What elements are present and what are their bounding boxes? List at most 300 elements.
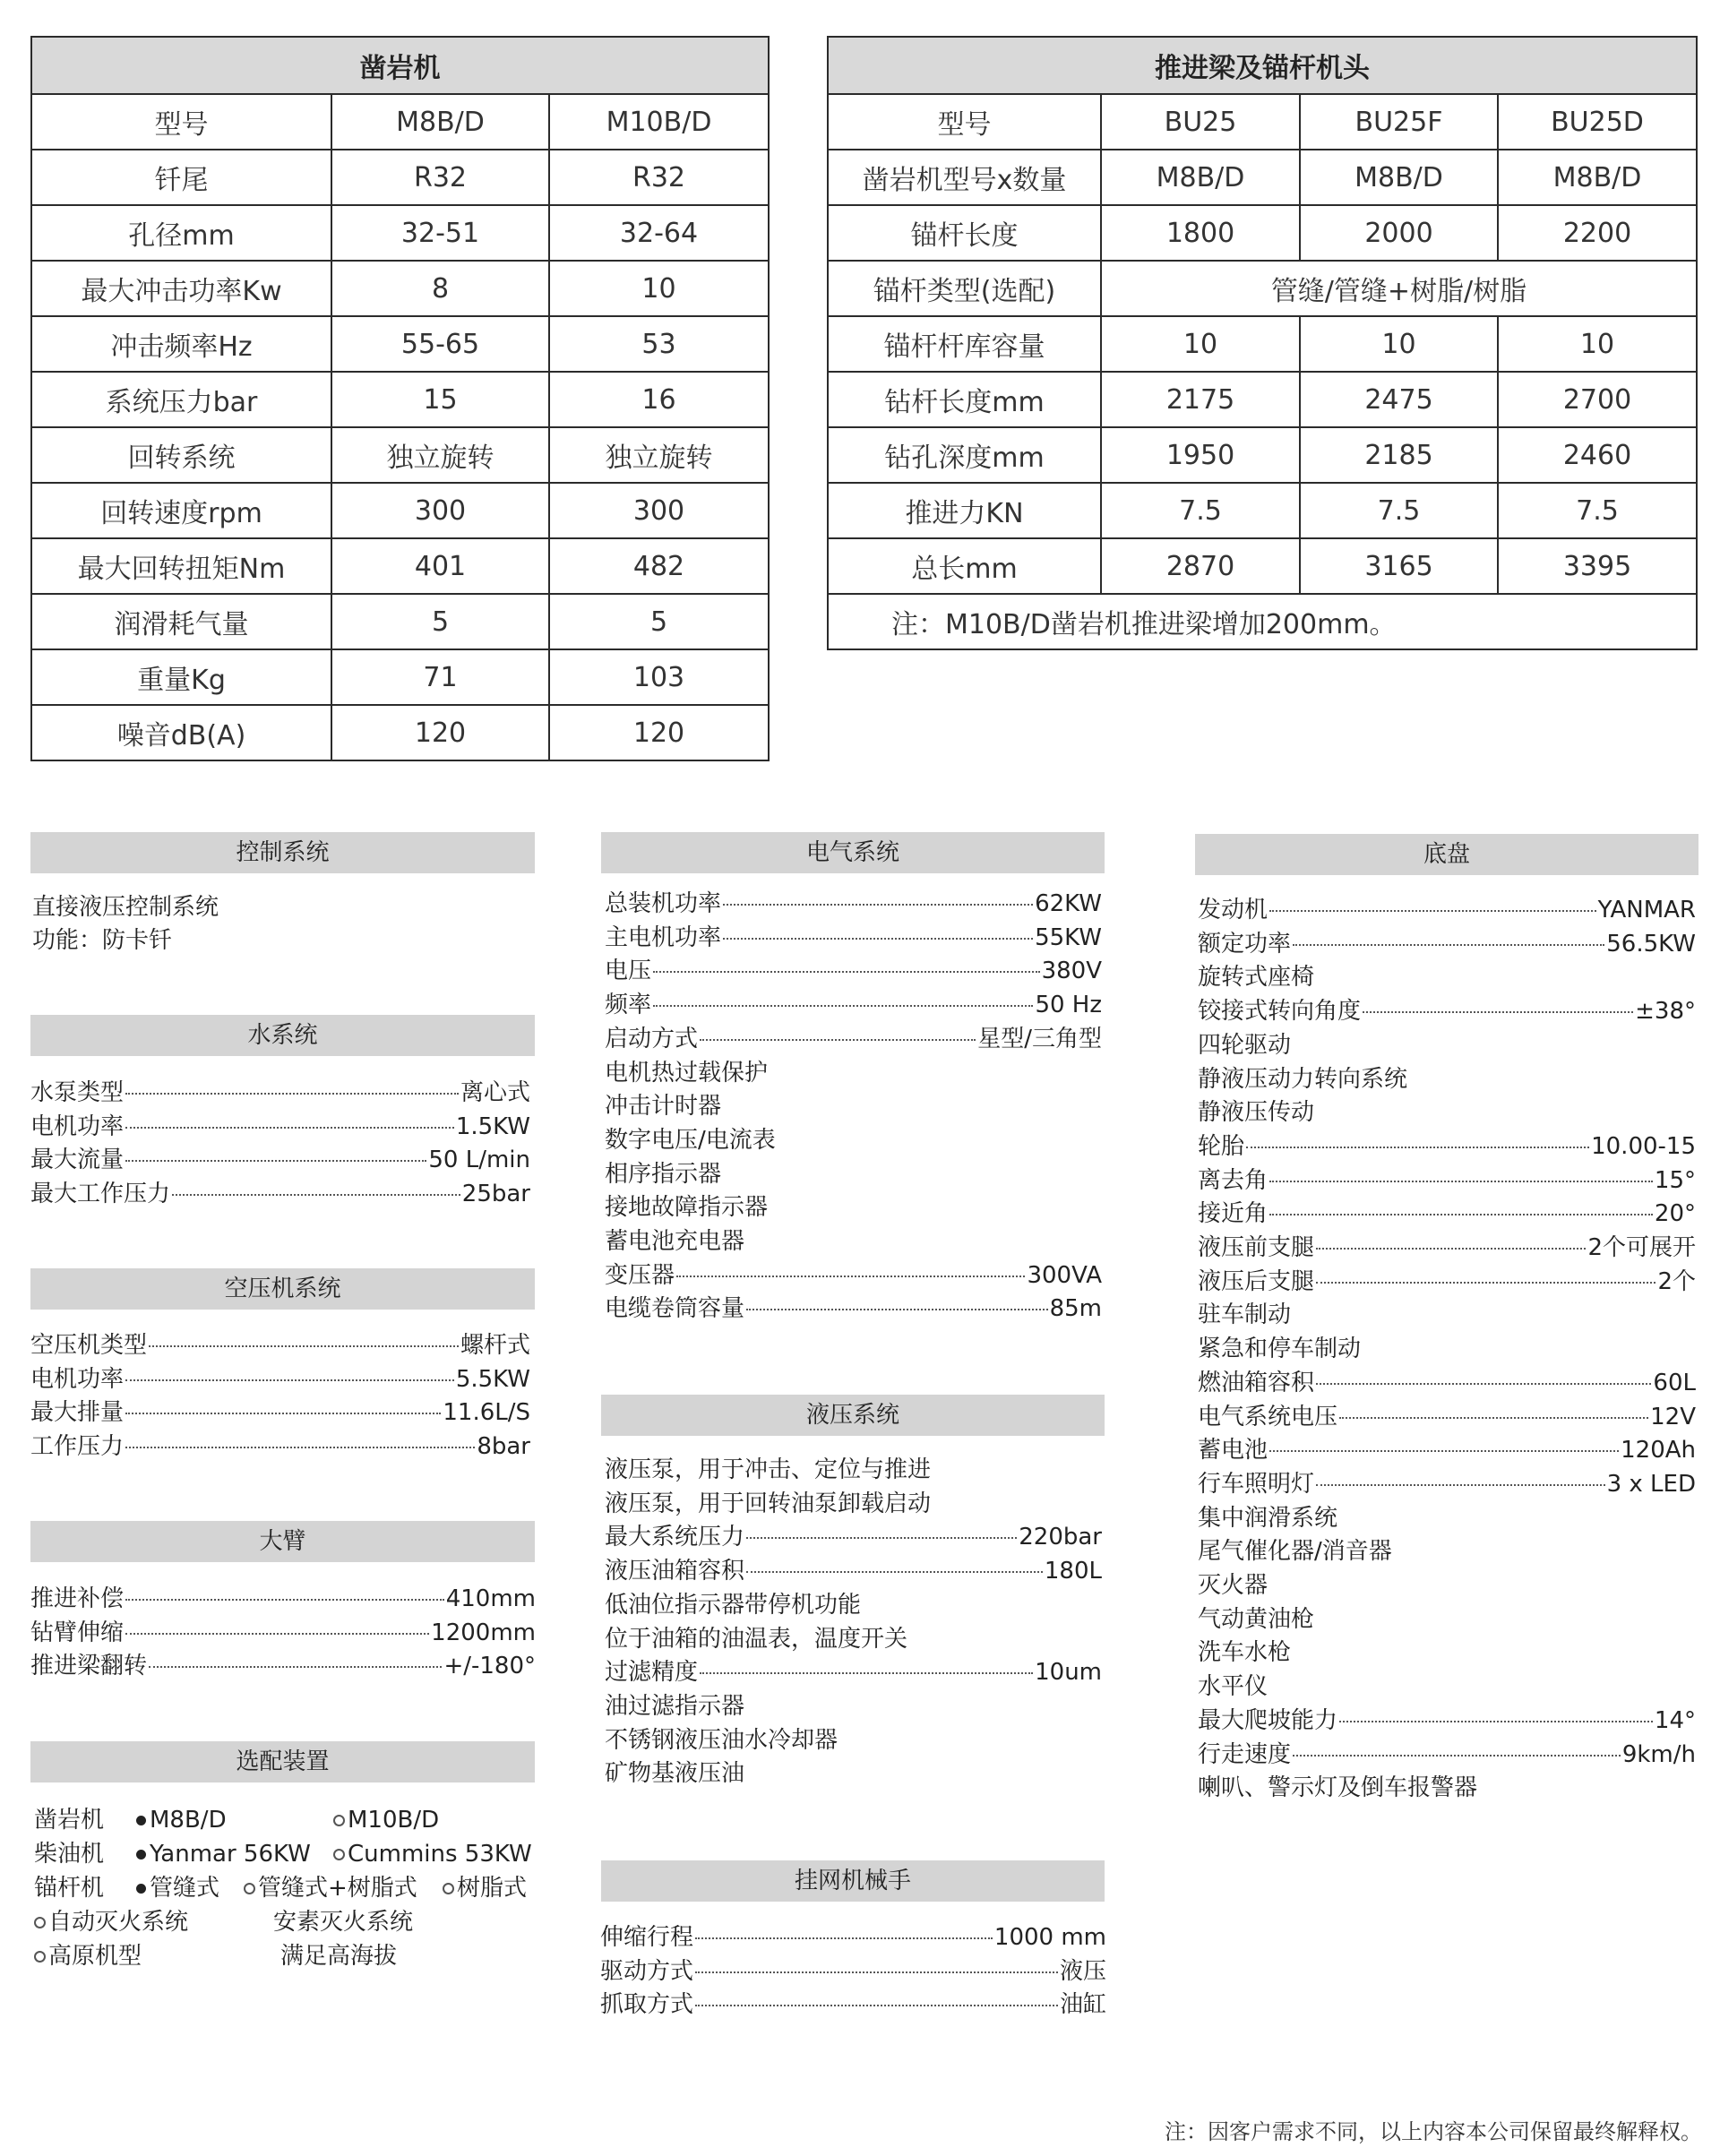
boom-cell: 7.5 xyxy=(1101,483,1300,538)
spec-feature: 油过滤指示器 xyxy=(605,1692,745,1720)
spec-label: 蓄电池 xyxy=(1198,1437,1268,1465)
spec-value: 50 Hz xyxy=(1035,992,1102,1019)
spec-line xyxy=(605,1293,1102,1326)
electrical-section-header: 电气系统 xyxy=(601,832,1105,873)
option-row-drill xyxy=(34,1804,104,1837)
drill-cell: 120 xyxy=(331,705,549,760)
dot-leader xyxy=(695,2005,1058,2006)
spec-label: 行走速度 xyxy=(1198,1740,1292,1768)
boom-table-title: 推进梁及锚杆机头 xyxy=(828,37,1697,94)
spec-value: 1200mm xyxy=(431,1619,536,1646)
water-section-header: 水系统 xyxy=(30,1015,535,1056)
dot-leader xyxy=(746,1537,1017,1539)
option-item: 管缝式+树脂式 xyxy=(244,1872,417,1905)
spec-label: 推进梁翻转 xyxy=(30,1653,148,1680)
spec-line xyxy=(605,1521,1102,1554)
spec-feature: 气动黄油枪 xyxy=(1198,1605,1315,1633)
spec-label: 频率 xyxy=(605,992,652,1019)
spec-line xyxy=(605,922,1102,955)
footnote: 注：因客户需求不同，以上内容本公司保留最终解释权。 xyxy=(1165,2119,1702,2144)
drill-row-label: 最大回转扭矩Nm xyxy=(31,538,331,594)
dot-leader xyxy=(1269,1214,1653,1215)
spec-feature: 集中润滑系统 xyxy=(1198,1504,1338,1532)
spec-value: 1000 mm xyxy=(993,1924,1106,1951)
drill-row-label: 回转系统 xyxy=(31,427,331,483)
drill-table-row xyxy=(31,372,769,427)
boom-table-row xyxy=(828,483,1697,538)
boom-cell: 2870 xyxy=(1101,538,1300,594)
spec-label: 液压前支腿 xyxy=(1198,1234,1315,1261)
drill-row-label: 最大冲击功率Kw xyxy=(31,261,331,316)
spec-line xyxy=(1198,894,1696,927)
spec-feature: 旋转式座椅 xyxy=(1198,964,1315,992)
spec-value: 2个 xyxy=(1657,1267,1696,1295)
option-label: 柴油机 xyxy=(34,1841,105,1868)
spec-label: 空压机类型 xyxy=(30,1332,148,1359)
boom-cell: 管缝/管缝+树脂/树脂 xyxy=(1101,261,1697,316)
boom-row-label: 型号 xyxy=(828,94,1101,150)
spec-value: YANMAR xyxy=(1597,897,1696,923)
spec-label: 行车照明灯 xyxy=(1198,1470,1315,1498)
dot-leader xyxy=(695,1971,1058,1973)
spec-value: 25bar xyxy=(461,1181,530,1208)
drill-cell: 独立旋转 xyxy=(549,427,769,483)
spec-label: 离去角 xyxy=(1198,1166,1268,1194)
spec-feature: 低油位指示器带停机功能 xyxy=(605,1591,862,1619)
optional-bullet-icon xyxy=(333,1849,345,1860)
dot-leader xyxy=(1316,1248,1586,1250)
boom-row-label: 锚杆杆库容量 xyxy=(828,316,1101,372)
boom-cell: 10 xyxy=(1498,316,1697,372)
spec-line xyxy=(30,1077,530,1110)
spec-value: 180L xyxy=(1044,1558,1102,1585)
spec-feature: 液压泵，用于回转油泵卸载启动 xyxy=(605,1490,932,1517)
compressor-section-header: 空压机系统 xyxy=(30,1268,535,1310)
spec-feature: 紧急和停车制动 xyxy=(1198,1336,1362,1363)
drill-table-row xyxy=(31,205,769,261)
spec-line xyxy=(30,1396,530,1430)
option-item: 高原机型 xyxy=(34,1940,142,1973)
spec-label: 最大系统压力 xyxy=(605,1524,745,1551)
spec-feature: 静液压动力转向系统 xyxy=(1198,1065,1408,1093)
option-label: 锚杆机 xyxy=(34,1875,105,1902)
boom-cell: 2200 xyxy=(1498,205,1697,261)
boom-cell: 2460 xyxy=(1498,427,1697,483)
boom-cell: 10 xyxy=(1101,316,1300,372)
spec-value: 9km/h xyxy=(1621,1740,1696,1768)
arm-section-header: 大臂 xyxy=(30,1521,535,1562)
option-row-diesel xyxy=(34,1838,104,1871)
options-section-header: 选配装置 xyxy=(30,1741,535,1782)
drill-cell: 32-64 xyxy=(549,205,769,261)
spec-line xyxy=(605,888,1102,921)
drill-row-label: 冲击频率Hz xyxy=(31,316,331,372)
drill-cell: 300 xyxy=(549,483,769,538)
option-item: 树脂式 xyxy=(443,1872,527,1905)
drill-table-row xyxy=(31,94,769,150)
boom-cell: 1950 xyxy=(1101,427,1300,483)
spec-line xyxy=(30,1430,530,1464)
spec-feature: 矿物基液压油 xyxy=(605,1760,745,1788)
spec-line xyxy=(1198,1266,1696,1299)
dot-leader xyxy=(653,1005,1033,1007)
spec-value: +/-180° xyxy=(443,1653,536,1680)
drill-cell: M10B/D xyxy=(549,94,769,150)
spec-value: 410mm xyxy=(445,1585,536,1612)
spec-value: 300VA xyxy=(1027,1261,1102,1289)
drill-table-header xyxy=(31,37,769,94)
drill-row-label: 重量Kg xyxy=(31,649,331,705)
spec-value: 油缸 xyxy=(1059,1991,1106,2019)
spec-feature: 液压泵，用于冲击、定位与推进 xyxy=(605,1456,932,1483)
dot-leader xyxy=(653,971,1040,973)
dot-leader xyxy=(125,1413,441,1414)
dot-leader xyxy=(125,1379,454,1381)
spec-line xyxy=(1198,1198,1696,1231)
manipulator-section-header: 挂网机械手 xyxy=(601,1860,1105,1902)
dot-leader xyxy=(1339,1417,1648,1419)
drill-row-label: 系统压力bar xyxy=(31,372,331,427)
boom-cell: M8B/D xyxy=(1101,150,1300,205)
spec-line xyxy=(1198,1232,1696,1265)
spec-value: 液压 xyxy=(1059,1957,1106,1985)
control-section-header: 控制系统 xyxy=(30,832,535,873)
dot-leader xyxy=(676,1276,1025,1277)
drill-cell: 15 xyxy=(331,372,549,427)
drill-spec-table xyxy=(30,36,770,761)
dot-leader xyxy=(1269,1181,1653,1182)
optional-bullet-icon xyxy=(333,1815,345,1826)
drill-table-row xyxy=(31,316,769,372)
drill-table-row xyxy=(31,261,769,316)
spec-feature: 电机热过载保护 xyxy=(605,1059,769,1087)
spec-value: 10um xyxy=(1035,1659,1102,1687)
spec-value: 220bar xyxy=(1019,1524,1102,1551)
spec-line xyxy=(30,1617,536,1650)
optional-bullet-icon xyxy=(34,1917,46,1928)
boom-cell: 3165 xyxy=(1300,538,1498,594)
dot-leader xyxy=(1246,1147,1589,1148)
spec-line xyxy=(1198,1739,1696,1772)
spec-value: 50 L/min xyxy=(428,1147,530,1174)
spec-line xyxy=(30,1583,536,1616)
dot-leader xyxy=(125,1599,444,1601)
spec-value: 2个可展开 xyxy=(1587,1234,1696,1261)
spec-value: 56.5KW xyxy=(1606,930,1696,958)
spec-line xyxy=(1198,1705,1696,1738)
dot-leader xyxy=(149,1666,442,1668)
control-line-1: 直接液压控制系统 xyxy=(32,894,219,921)
hydraulic-section-header: 液压系统 xyxy=(601,1395,1105,1436)
spec-value: 8bar xyxy=(477,1433,530,1461)
spec-label: 最大流量 xyxy=(30,1147,125,1174)
spec-feature: 尾气催化器/消音器 xyxy=(1198,1538,1392,1566)
dot-leader xyxy=(746,1309,1048,1310)
dot-leader xyxy=(1316,1383,1651,1385)
option-item: 满足高海拔 xyxy=(280,1943,398,1970)
boom-row-label: 总长mm xyxy=(828,538,1101,594)
spec-value: 10.00-15 xyxy=(1591,1132,1696,1160)
boom-cell: 2475 xyxy=(1300,372,1498,427)
boom-table-note: 注：M10B/D凿岩机推进梁增加200mm。 xyxy=(828,594,1697,649)
spec-feature: 四轮驱动 xyxy=(1198,1031,1292,1059)
boom-cell: 2000 xyxy=(1300,205,1498,261)
drill-cell: R32 xyxy=(331,150,549,205)
dot-leader xyxy=(700,1672,1033,1674)
drill-table-row xyxy=(31,483,769,538)
chassis-section-header: 底盘 xyxy=(1195,834,1698,875)
boom-table-header xyxy=(828,37,1697,94)
boom-row-label: 钻孔深度mm xyxy=(828,427,1101,483)
dot-leader xyxy=(700,1039,976,1041)
spec-value: 20° xyxy=(1654,1200,1696,1228)
spec-value: 15° xyxy=(1654,1166,1696,1194)
boom-table-row xyxy=(828,261,1697,316)
option-item: 安素灭火系统 xyxy=(273,1909,414,1936)
spec-line xyxy=(30,1650,536,1683)
drill-cell: 300 xyxy=(331,483,549,538)
spec-label: 过滤精度 xyxy=(605,1659,699,1687)
spec-line xyxy=(30,1329,530,1362)
option-label: 凿岩机 xyxy=(34,1807,105,1834)
dot-leader xyxy=(723,938,1033,940)
dot-leader xyxy=(1293,1755,1621,1757)
spec-value: ±38° xyxy=(1635,998,1696,1026)
dot-leader xyxy=(172,1194,460,1196)
spec-label: 液压后支腿 xyxy=(1198,1267,1315,1295)
optional-bullet-icon xyxy=(443,1883,454,1894)
spec-value: 11.6L/S xyxy=(443,1399,530,1427)
drill-cell: 401 xyxy=(331,538,549,594)
spec-feature: 驻车制动 xyxy=(1198,1301,1292,1329)
drill-cell: 8 xyxy=(331,261,549,316)
dot-leader xyxy=(125,1127,454,1129)
drill-cell: 53 xyxy=(549,316,769,372)
spec-line xyxy=(600,1955,1106,1989)
standard-bullet-icon xyxy=(136,1816,146,1825)
spec-value: 85m xyxy=(1049,1295,1102,1323)
boom-table-row xyxy=(828,205,1697,261)
spec-label: 电压 xyxy=(605,958,652,985)
drill-cell: 71 xyxy=(331,649,549,705)
boom-spec-table xyxy=(827,36,1698,650)
spec-feature: 灭火器 xyxy=(1198,1572,1268,1599)
drill-row-label: 润滑耗气量 xyxy=(31,594,331,649)
boom-table-row xyxy=(828,94,1697,150)
spec-value: 3 x LED xyxy=(1606,1470,1696,1498)
dot-leader xyxy=(746,1571,1043,1573)
dot-leader xyxy=(1293,944,1604,946)
drill-cell: M8B/D xyxy=(331,94,549,150)
boom-table-row xyxy=(828,150,1697,205)
spec-feature: 位于油箱的油温表，温度开关 xyxy=(605,1625,908,1653)
spec-label: 燃油箱容积 xyxy=(1198,1369,1315,1396)
spec-label: 抓取方式 xyxy=(600,1991,694,2019)
spec-value: 120Ah xyxy=(1621,1437,1696,1465)
spec-label: 启动方式 xyxy=(605,1025,699,1052)
spec-label: 发动机 xyxy=(1198,897,1268,923)
dot-leader xyxy=(1269,1450,1619,1452)
spec-line xyxy=(1198,1468,1696,1501)
dot-leader xyxy=(125,1160,426,1162)
spec-value: 12V xyxy=(1650,1403,1696,1430)
drill-table-title: 凿岩机 xyxy=(31,37,769,94)
spec-feature: 蓄电池充电器 xyxy=(605,1228,745,1255)
spec-line xyxy=(1198,995,1696,1028)
drill-cell: R32 xyxy=(549,150,769,205)
control-line-2: 功能：防卡钎 xyxy=(32,927,173,954)
option-item: 自动灭火系统 xyxy=(34,1906,188,1939)
spec-value: 星型/三角型 xyxy=(977,1025,1102,1052)
boom-cell: 2700 xyxy=(1498,372,1697,427)
dot-leader xyxy=(125,1447,475,1448)
spec-label: 推进补偿 xyxy=(30,1585,125,1612)
spec-line xyxy=(605,1555,1102,1588)
spec-line xyxy=(1198,1434,1696,1467)
spec-line xyxy=(30,1363,530,1396)
standard-bullet-icon xyxy=(136,1850,146,1860)
spec-value: 1.5KW xyxy=(455,1112,530,1140)
dot-leader xyxy=(695,1937,993,1939)
spec-feature: 不锈钢液压油水冷却器 xyxy=(605,1726,838,1754)
spec-feature: 水平仪 xyxy=(1198,1673,1268,1701)
spec-line xyxy=(605,1259,1102,1293)
boom-row-label: 锚杆长度 xyxy=(828,205,1101,261)
spec-feature: 数字电压/电流表 xyxy=(605,1126,776,1154)
option-item: M8B/D xyxy=(136,1804,227,1837)
boom-row-label: 推进力KN xyxy=(828,483,1101,538)
spec-label: 钻臂伸缩 xyxy=(30,1619,125,1646)
spec-feature: 洗车水枪 xyxy=(1198,1639,1292,1667)
spec-label: 额定功率 xyxy=(1198,930,1292,958)
boom-cell: 2185 xyxy=(1300,427,1498,483)
drill-cell: 120 xyxy=(549,705,769,760)
spec-label: 最大工作压力 xyxy=(30,1181,171,1208)
spec-value: 55KW xyxy=(1035,923,1102,951)
drill-cell: 103 xyxy=(549,649,769,705)
boom-cell: 1800 xyxy=(1101,205,1300,261)
spec-label: 轮胎 xyxy=(1198,1132,1245,1160)
optional-bullet-icon xyxy=(244,1883,255,1894)
spec-value: 62KW xyxy=(1035,890,1102,917)
spec-label: 电机功率 xyxy=(30,1365,125,1393)
boom-cell: 10 xyxy=(1300,316,1498,372)
dot-leader xyxy=(1363,1011,1633,1013)
drill-table-row xyxy=(31,705,769,760)
spec-line xyxy=(30,1111,530,1144)
spec-label: 伸缩行程 xyxy=(600,1924,694,1951)
drill-row-label: 回转速度rpm xyxy=(31,483,331,538)
dot-leader xyxy=(125,1633,429,1635)
spec-label: 变压器 xyxy=(605,1261,675,1289)
spec-line xyxy=(1198,1367,1696,1400)
spec-value: 离心式 xyxy=(460,1079,530,1106)
optional-bullet-icon xyxy=(34,1951,46,1963)
dot-leader xyxy=(723,904,1033,906)
dot-leader xyxy=(1339,1721,1653,1722)
spec-line xyxy=(30,1178,530,1211)
spec-value: 5.5KW xyxy=(455,1365,530,1393)
drill-table-row xyxy=(31,427,769,483)
boom-table-row xyxy=(828,427,1697,483)
spec-feature: 接地故障指示器 xyxy=(605,1194,769,1222)
dot-leader xyxy=(1316,1484,1605,1486)
drill-row-label: 钎尾 xyxy=(31,150,331,205)
drill-cell: 55-65 xyxy=(331,316,549,372)
drill-cell: 10 xyxy=(549,261,769,316)
drill-cell: 32-51 xyxy=(331,205,549,261)
spec-value: 380V xyxy=(1041,958,1102,985)
boom-row-label: 钻杆长度mm xyxy=(828,372,1101,427)
spec-line xyxy=(1198,928,1696,961)
drill-table-row xyxy=(31,649,769,705)
drill-table-row xyxy=(31,150,769,205)
drill-row-label: 噪音dB(A) xyxy=(31,705,331,760)
spec-label: 最大爬坡能力 xyxy=(1198,1706,1338,1734)
spec-line xyxy=(1198,1401,1696,1434)
boom-cell: M8B/D xyxy=(1300,150,1498,205)
spec-line xyxy=(605,1656,1102,1689)
boom-cell: BU25F xyxy=(1300,94,1498,150)
boom-cell: 7.5 xyxy=(1498,483,1697,538)
option-item: M10B/D xyxy=(333,1804,439,1837)
drill-table-row xyxy=(31,594,769,649)
boom-row-label: 锚杆类型(选配) xyxy=(828,261,1101,316)
spec-line xyxy=(605,1023,1102,1056)
standard-bullet-icon xyxy=(136,1884,146,1894)
option-item: Yanmar 56KW xyxy=(136,1838,311,1871)
boom-cell: 3395 xyxy=(1498,538,1697,594)
drill-row-label: 型号 xyxy=(31,94,331,150)
drill-cell: 5 xyxy=(331,594,549,649)
spec-label: 接近角 xyxy=(1198,1200,1268,1228)
spec-line xyxy=(30,1144,530,1177)
option-item: 管缝式 xyxy=(136,1872,219,1905)
dot-leader xyxy=(125,1093,459,1095)
boom-cell: 2175 xyxy=(1101,372,1300,427)
drill-row-label: 孔径mm xyxy=(31,205,331,261)
drill-table-row xyxy=(31,538,769,594)
spec-value: 60L xyxy=(1653,1369,1696,1396)
spec-feature: 喇叭、警示灯及倒车报警器 xyxy=(1198,1774,1478,1802)
spec-label: 电缆卷筒容量 xyxy=(605,1295,745,1323)
dot-leader xyxy=(1269,910,1596,912)
dot-leader xyxy=(149,1345,459,1347)
spec-feature: 冲击计时器 xyxy=(605,1093,722,1121)
spec-label: 工作压力 xyxy=(30,1433,125,1461)
spec-label: 总装机功率 xyxy=(605,890,722,917)
boom-cell: 7.5 xyxy=(1300,483,1498,538)
spec-label: 最大排量 xyxy=(30,1399,125,1427)
spec-label: 铰接式转向角度 xyxy=(1198,998,1362,1026)
drill-cell: 16 xyxy=(549,372,769,427)
spec-line xyxy=(605,989,1102,1022)
spec-label: 液压油箱容积 xyxy=(605,1558,745,1585)
spec-line xyxy=(605,955,1102,988)
spec-label: 电机功率 xyxy=(30,1112,125,1140)
boom-cell: BU25D xyxy=(1498,94,1697,150)
spec-label: 电气系统电压 xyxy=(1198,1403,1338,1430)
boom-table-row xyxy=(828,538,1697,594)
boom-row-label: 凿岩机型号x数量 xyxy=(828,150,1101,205)
spec-line xyxy=(1198,1164,1696,1198)
drill-cell: 482 xyxy=(549,538,769,594)
spec-label: 主电机功率 xyxy=(605,923,722,951)
spec-feature: 静液压传动 xyxy=(1198,1099,1315,1127)
spec-value: 14° xyxy=(1654,1706,1696,1734)
spec-feature: 相序指示器 xyxy=(605,1160,722,1188)
boom-cell: BU25 xyxy=(1101,94,1300,150)
